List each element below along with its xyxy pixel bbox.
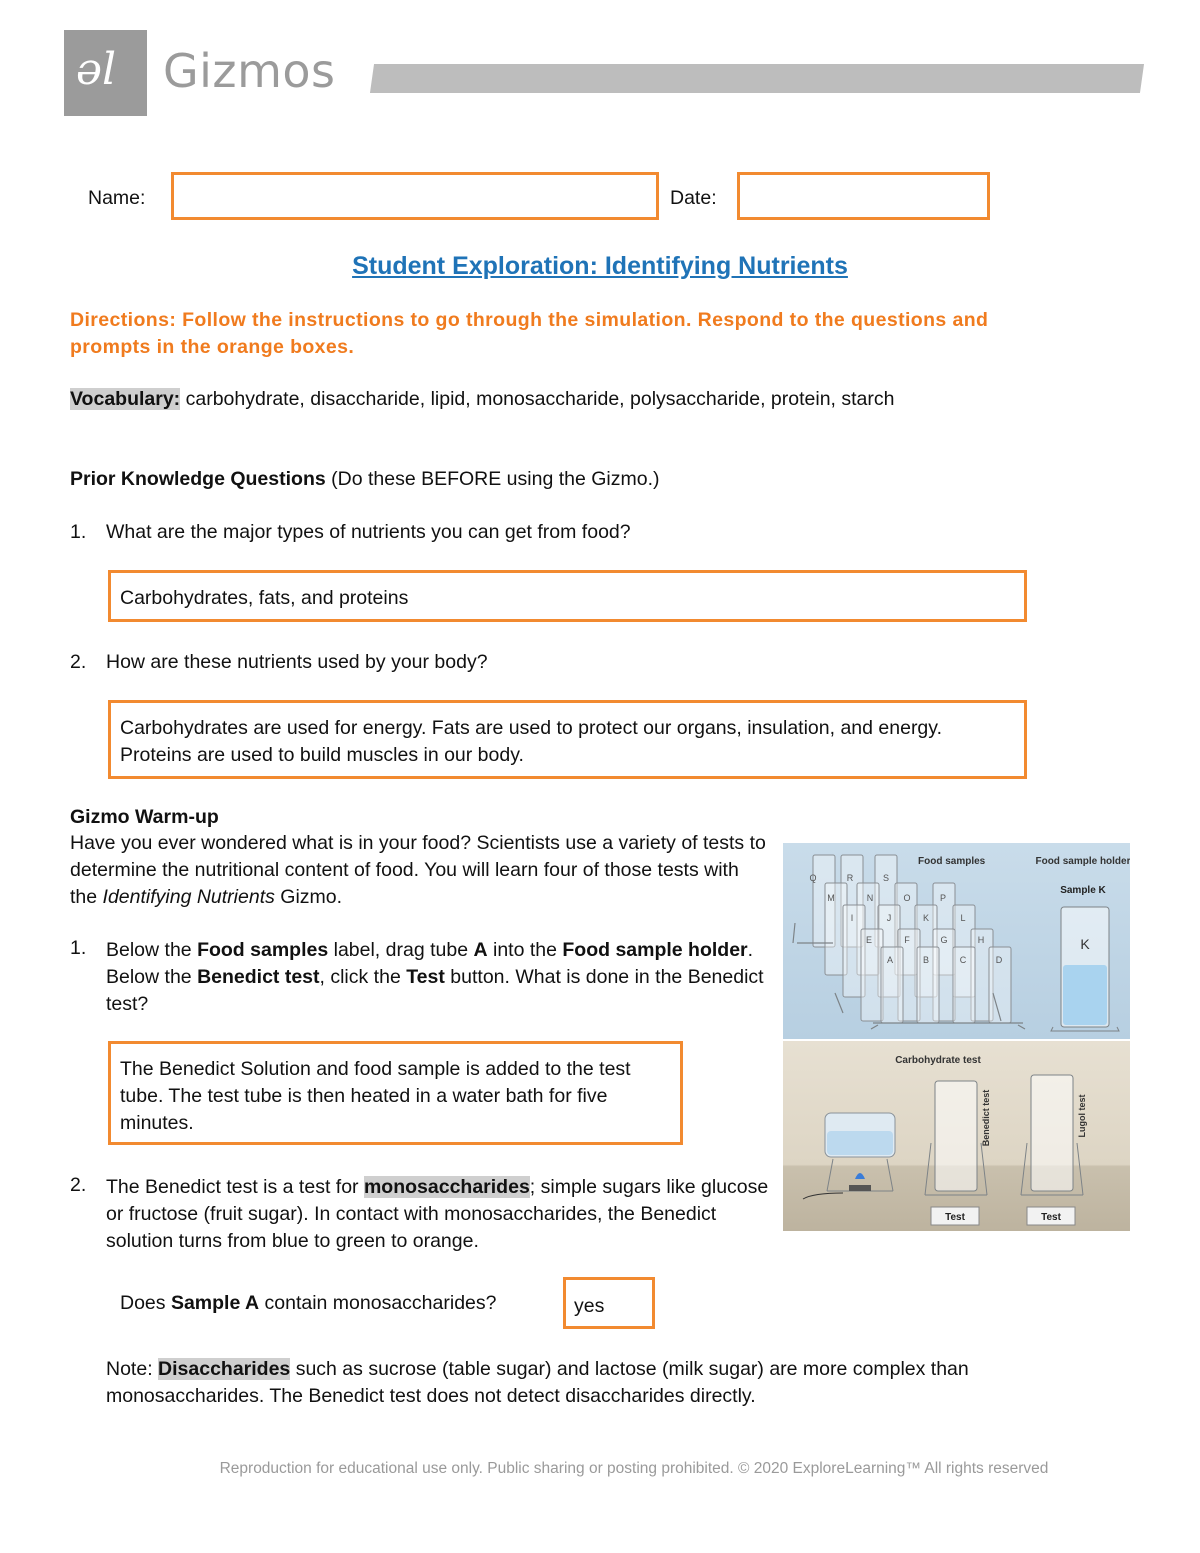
note-text: Note: (106, 1358, 159, 1380)
tube-letter: H (977, 935, 985, 945)
q1-text: Below the (106, 939, 198, 961)
q1-bold: Benedict test (197, 966, 320, 988)
simulation-graphic (783, 843, 1130, 1231)
warmup-question-2 (106, 1174, 776, 1255)
answer-text: yes (574, 1295, 605, 1317)
answer-box[interactable] (108, 570, 1027, 622)
directions-text: Directions: Follow the instructions to go through the simulation. Respond to the questions and prompts in the orange boxes. (70, 309, 989, 358)
question-text: What are the major types of nutrients you can get from food? (106, 521, 631, 543)
warmup-intro-end: Gizmo. (274, 886, 343, 908)
carb-test-label: Carbohydrate test (895, 1055, 981, 1066)
test-button-label: Test (945, 1212, 965, 1223)
lugol-test-label: Lugol test (1077, 1094, 1087, 1138)
answer-text: The Benedict Solution and food sample is added to the test tube. The test tube is then heated in a water bath for five minutes. (120, 1058, 631, 1134)
tube-letter: Q (809, 873, 817, 883)
tube-letter: R (846, 873, 854, 883)
note-paragraph (106, 1356, 1086, 1410)
prior-knowledge-note: (Do these BEFORE using the Gizmo.) (325, 468, 660, 490)
tube-letter: E (865, 935, 873, 945)
brand-name: Gizmos (163, 44, 336, 98)
tube-letter: K (922, 913, 930, 923)
prior-knowledge-heading (70, 468, 660, 491)
tube-letter: N (866, 893, 874, 903)
test-button-label: Test (1041, 1212, 1061, 1223)
tube-letter: L (960, 913, 966, 923)
answer-text: Carbohydrates are used for energy. Fats are used to protect our organs, insulation, and energy. Proteins are used to build muscles in our body. (120, 717, 942, 766)
note-text: such as sucrose (table sugar) and lactose (milk sugar) are more complex than monosaccharides. The Benedict test does not detect disaccharides directly. (106, 1358, 969, 1407)
q1-bold: A (473, 939, 488, 961)
answer-box[interactable] (108, 1041, 683, 1145)
tube-letter: F (904, 935, 910, 945)
holder-label: Food sample holder (1035, 856, 1130, 867)
tube-letter: S (882, 873, 890, 883)
q1-text: . Below the (106, 939, 754, 988)
logo-glyph: ǝl (76, 44, 117, 95)
q1-bold: Test (406, 966, 445, 988)
answer-box-small[interactable] (563, 1277, 655, 1329)
q1-text: , click the (319, 966, 407, 988)
warmup-heading: Gizmo Warm-up (70, 806, 219, 828)
question-number: 1. (70, 521, 87, 543)
tube-letter: G (940, 935, 948, 945)
q1-text: label, drag tube (328, 939, 474, 961)
sub-question (120, 1292, 496, 1315)
name-label: Name: (88, 187, 146, 209)
sub-question-text: Does (120, 1292, 171, 1314)
answer-box[interactable] (108, 700, 1027, 779)
logo-badge (64, 30, 147, 116)
q2-text: The Benedict test is a test for (106, 1176, 364, 1198)
warmup-intro-text: Have you ever wondered what is in your food? Scientists use a variety of tests to determine the nutritional content of food. You will learn four of those tests with the (70, 832, 766, 908)
date-field[interactable] (737, 172, 990, 220)
prior-knowledge-title: Prior Knowledge Questions (70, 468, 326, 490)
question-number: 2. (70, 1174, 87, 1196)
question-number: 2. (70, 651, 87, 673)
page-title: Student Exploration: Identifying Nutrients (352, 252, 848, 280)
tube-letter: B (922, 955, 930, 965)
note-highlight: Disaccharides (158, 1358, 291, 1380)
name-field[interactable] (171, 172, 659, 220)
warmup-question-1 (106, 937, 771, 1018)
q2-text: ; simple sugars like glucose or fructose (fruit sugar). In contact with monosaccharides, the Benedict solution turns from blue to green to orange. (106, 1176, 769, 1252)
question-text: How are these nutrients used by your body? (106, 651, 488, 673)
question-number: 1. (70, 937, 87, 959)
tube-letter: D (995, 955, 1003, 965)
date-label: Date: (670, 187, 717, 209)
benedict-test-button[interactable] (931, 1207, 979, 1225)
q2-highlight: monosaccharides (363, 1176, 530, 1198)
lugol-test-button[interactable] (1027, 1207, 1075, 1225)
q1-text: into the (487, 939, 563, 961)
vocabulary-line (70, 388, 894, 411)
warmup-intro (70, 830, 770, 911)
q1-text: button. What is done in the Benedict test? (106, 966, 764, 1015)
tube-letter: I (850, 913, 854, 923)
tube-letter: O (903, 893, 911, 903)
sub-question-text: contain monosaccharides? (259, 1292, 497, 1314)
tube-letter: C (959, 955, 967, 965)
vocabulary-label: Vocabulary: (70, 388, 181, 410)
tube-letter: A (886, 955, 894, 965)
food-samples-label: Food samples (918, 856, 986, 867)
q1-bold: Food samples (197, 939, 329, 961)
warmup-intro-italic: Identifying Nutrients (102, 886, 275, 908)
holder-tube-letter: K (1080, 936, 1090, 952)
sub-question-bold: Sample A (170, 1292, 260, 1314)
sample-label: Sample K (1060, 885, 1106, 896)
header-bar (370, 64, 1144, 93)
holder-tube-liquid (1063, 965, 1107, 1025)
answer-text: Carbohydrates, fats, and proteins (120, 587, 409, 609)
footer-text: Reproduction for educational use only. Public sharing or posting prohibited. © 2020 ExploreLearning™ All rights reserved (219, 1460, 1049, 1477)
tube-letter: P (939, 893, 947, 903)
vocabulary-terms: carbohydrate, disaccharide, lipid, monosaccharide, polysaccharide, protein, starch (180, 388, 895, 410)
simulation-screenshot (783, 843, 1130, 1231)
tube-letter: M (827, 893, 835, 903)
tube-letter: J (886, 913, 892, 923)
benedict-test-label: Benedict test (981, 1089, 991, 1147)
q1-bold: Food sample holder (562, 939, 748, 961)
